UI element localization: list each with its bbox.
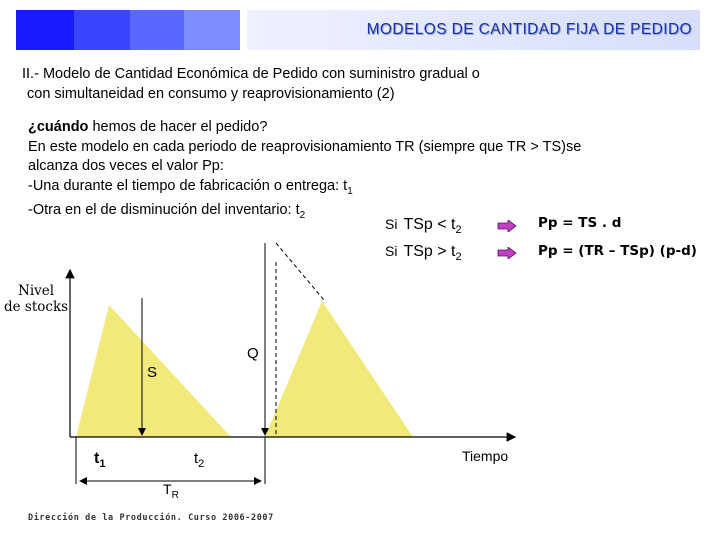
formula-2: Pp = (TR – TSp) (p-d) — [538, 243, 697, 259]
question-rest: hemos de hacer el pedido? — [88, 119, 268, 135]
body-line-4-text: -Una durante el tiempo de fabricación o entrega: t — [28, 177, 348, 194]
label-t1-text: t — [94, 450, 100, 467]
label-t2-text: t — [194, 450, 199, 467]
body-line-3: alcanza dos veces el valor Pp: — [28, 158, 224, 174]
question-bold: ¿cuándo — [28, 119, 89, 135]
y-axis-label-line-2: de stocks — [4, 299, 69, 315]
label-q: Q — [247, 345, 259, 362]
footer: Dirección de la Producción. Curso 2006-2007 — [28, 513, 274, 523]
x-axis-label: Tiempo — [462, 448, 509, 464]
dashed-peak-line — [276, 243, 324, 300]
page-title: MODELOS DE CANTIDAD FIJA DE PEDIDO — [366, 21, 692, 38]
condition-2-si: Si — [385, 243, 398, 259]
label-t2-sub: 2 — [198, 458, 205, 470]
body-line-5-text: -Otra en el de disminución del inventario: t — [28, 201, 300, 218]
y-axis-label — [4, 283, 68, 315]
body-line-5-sub: 2 — [299, 209, 306, 221]
body-line-4-sub: 1 — [347, 185, 353, 197]
label-t2 — [194, 450, 204, 470]
label-tr — [163, 481, 179, 501]
label-t1 — [94, 450, 105, 470]
body-line-2: En este modelo en cada periodo de reaprovisionamiento TR (siempre que TR > TS)se — [28, 138, 582, 155]
label-tr-sub: R — [171, 489, 179, 501]
label-tr-text: T — [163, 481, 172, 497]
label-s: S — [147, 364, 158, 381]
condition-1-si: Si — [385, 216, 398, 232]
inventory-triangle-2 — [265, 301, 413, 437]
condition-1-sub: 2 — [455, 224, 462, 237]
formula-1: Pp = TS . d — [538, 215, 622, 231]
heading-line-1: II.- Modelo de Cantidad Económica de Pedido con suministro gradual o — [22, 66, 480, 82]
condition-2-expr: TSp > t — [403, 243, 456, 260]
y-axis-label-line-1: Nivel — [18, 283, 55, 299]
label-t1-sub: 1 — [99, 458, 106, 471]
condition-1-expr: TSp < t — [403, 216, 456, 233]
condition-2-sub: 2 — [455, 251, 462, 264]
heading-line-2: con simultaneidad en consumo y reaprovisionamiento (2) — [27, 86, 395, 102]
